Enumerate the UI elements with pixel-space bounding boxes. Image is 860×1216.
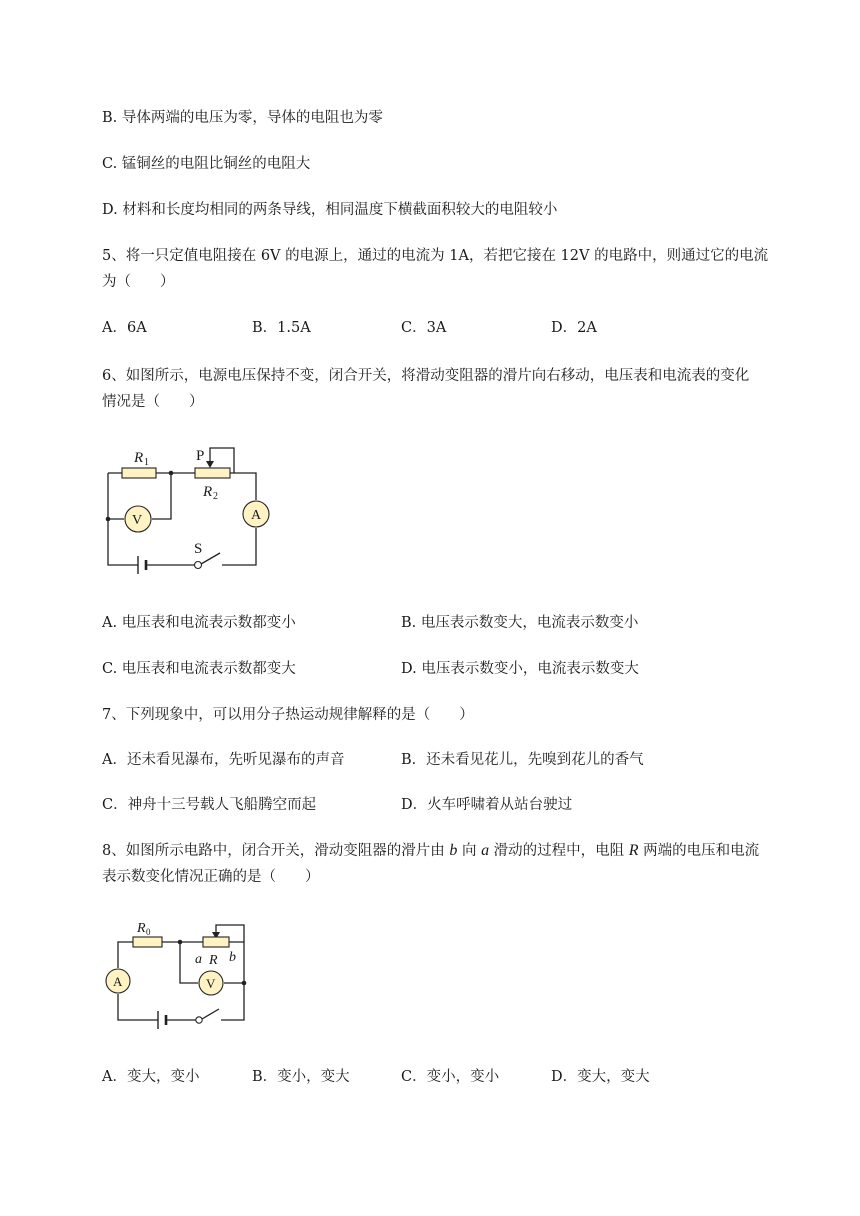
q8-option-a: A．变大，变小 — [102, 1069, 200, 1085]
q7-stem: 7、下列现象中，可以用分子热运动规律解释的是（ ） — [102, 707, 474, 723]
q6-option-a: A. 电压表和电流表示数都变小 — [102, 615, 296, 631]
q8-option-b: B．变小，变大 — [252, 1069, 350, 1085]
q6-rheostat-r2 — [195, 468, 230, 478]
q8-option-c: C．变小，变小 — [401, 1069, 500, 1085]
q5-option-b: B．1.5A — [252, 320, 311, 336]
q6-option-d: D. 电压表示数变小，电流表示数变大 — [401, 661, 639, 677]
q7-option-c: C．神舟十三号载人飞船腾空而起 — [102, 797, 317, 813]
q8-rheostat-r — [203, 937, 229, 947]
q8-r-label: R — [209, 953, 218, 968]
q4-option-b: B. 导体两端的电压为零，导体的电阻也为零 — [102, 110, 383, 126]
q6-stem-line1: 6、如图所示，电源电压保持不变，闭合开关，将滑动变阻器的滑片向右移动，电压表和电流表的变化 — [102, 368, 750, 384]
q5-stem-line1: 5、将一只定值电阻接在 6V 的电源上，通过的电流为 1A，若把它接在 12V 的电路中，则通过它的电流 — [102, 248, 769, 264]
q8-ammeter-label: A — [113, 974, 123, 989]
q8-b-label: b — [229, 950, 236, 965]
q6-voltmeter-label: V — [132, 513, 143, 528]
q8-circuit-diagram — [100, 910, 270, 1035]
q8-stem-text-3: 滑动的过程中，电阻 — [489, 843, 629, 859]
q6-r2-label: R — [203, 484, 213, 500]
q4-option-d: D. 材料和长度均相同的两条导线，相同温度下横截面积较大的电阻较小 — [102, 202, 558, 218]
q6-ammeter-label: A — [251, 508, 262, 523]
q8-voltmeter-label: V — [206, 976, 216, 991]
q7-option-a: A．还未看见瀑布，先听见瀑布的声音 — [102, 752, 345, 768]
q5-stem-line2: 为（ ） — [102, 274, 175, 290]
q5-option-a: A．6A — [102, 320, 147, 336]
q8-stem-line1 — [102, 841, 759, 861]
q6-option-c: C. 电压表和电流表示数都变大 — [102, 661, 296, 677]
q6-r1-label: R — [134, 450, 144, 466]
q8-stem-text-1: 8、如图所示电路中，闭合开关，滑动变阻器的滑片由 — [102, 843, 450, 859]
q8-a-label: a — [195, 952, 202, 967]
q8-resistor-r0 — [133, 937, 162, 947]
q8-r0-label: R — [137, 921, 146, 936]
q6-slider-label: P — [196, 448, 205, 464]
q8-stem-text-2: 向 — [457, 843, 482, 859]
q4-option-c: C. 锰铜丝的电阻比铜丝的电阻大 — [102, 156, 311, 172]
q8-var-a: a — [481, 842, 490, 859]
q7-option-b: B．还未看见花儿，先嗅到花儿的香气 — [401, 752, 644, 768]
q6-option-b: B. 电压表示数变大，电流表示数变小 — [401, 615, 639, 631]
q8-var-b: b — [449, 842, 458, 859]
q8-stem-line2: 表示数变化情况正确的是（ ） — [102, 869, 320, 885]
q6-circuit-diagram — [100, 440, 280, 580]
q7-option-d: D．火车呼啸着从站台驶过 — [401, 797, 573, 813]
q6-switch-label: S — [194, 541, 203, 557]
q5-option-c: C．3A — [401, 320, 447, 336]
q6-resistor-r1 — [122, 468, 156, 478]
q6-r1-subscript: 1 — [144, 457, 149, 468]
q8-r0-subscript: 0 — [146, 927, 151, 937]
q6-slider-arrow — [206, 461, 214, 468]
q5-option-d: D．2A — [551, 320, 597, 336]
q8-var-r: R — [628, 842, 639, 859]
q6-stem-line2: 情况是（ ） — [102, 394, 204, 410]
q8-option-d: D．变大，变大 — [551, 1069, 650, 1085]
q8-stem-text-4: 两端的电压和电流 — [638, 843, 760, 859]
q6-r2-subscript: 2 — [213, 491, 218, 502]
